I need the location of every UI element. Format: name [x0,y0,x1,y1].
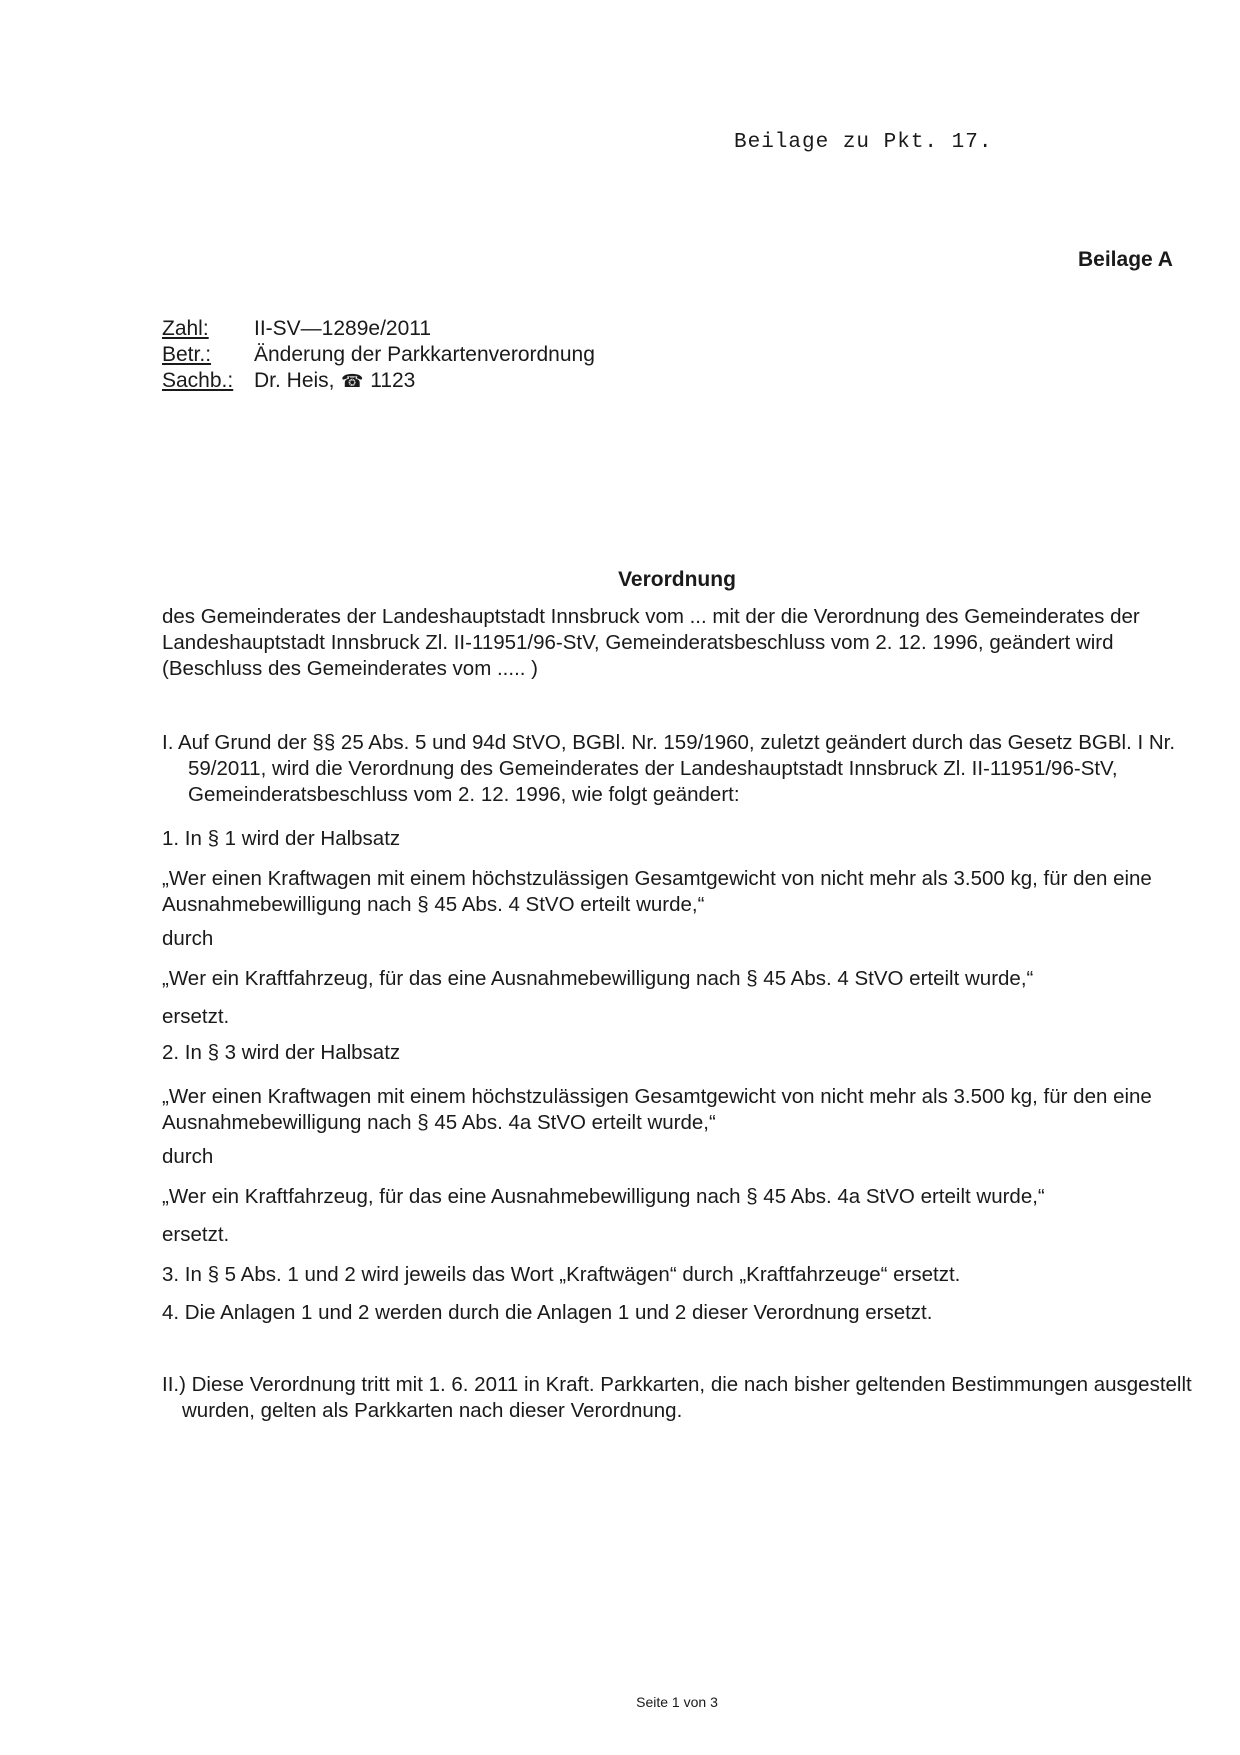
page-footer: Seite 1 von 3 [636,1694,718,1710]
item-1-durch: durch [162,927,214,950]
intro-paragraph: des Gemeinderates der Landeshauptstadt Innsbruck vom ... mit der die Verordnung des Gemeinderates der Landeshauptstadt Innsbruck Zl. II-11951/96-StV, Gemeinderatsbeschluss vom 2. 12. 1996, geändert wird (Beschluss des Gemeinderates vom ..... ) [162,605,1140,680]
zahl-label: Zahl: [162,317,209,340]
item-2-new-text: „Wer ein Kraftfahrzeug, für das eine Ausnahmebewilligung nach § 45 Abs. 4a StVO erteilt wurde,“ [162,1185,1045,1208]
header-betr [162,342,595,368]
item-1-heading: 1. In § 1 wird der Halbsatz [162,827,401,850]
item-4: 4. Die Anlagen 1 und 2 werden durch die Anlagen 1 und 2 dieser Verordnung ersetzt. [162,1301,933,1324]
phone-icon: ☎ [341,371,364,391]
betr-label: Betr.: [162,343,212,366]
sachb-ext: 1123 [370,369,416,392]
sachb-label: Sachb.: [162,369,234,392]
item-1-new-text: „Wer ein Kraftfahrzeug, für das eine Ausnahmebewilligung nach § 45 Abs. 4 StVO erteilt wurde,“ [162,967,1034,990]
top-note: Beilage zu Pkt. 17. [734,131,993,154]
header-sachb [162,368,415,394]
attachment-label: Beilage A [1078,248,1173,271]
betr-value: Änderung der Parkkartenverordnung [254,343,595,366]
sachb-name: Dr. Heis, [254,369,335,392]
item-2-old-text: „Wer einen Kraftwagen mit einem höchstzulässigen Gesamtgewicht von nicht mehr als 3.500 kg, für den eine Ausnahmebewilligung nach § 45 Abs. 4a StVO erteilt wurde,“ [162,1085,1152,1134]
item-2-ersetzt: ersetzt. [162,1223,230,1246]
section-1-intro: I. Auf Grund der §§ 25 Abs. 5 und 94d StVO, BGBl. Nr. 159/1960, zuletzt geändert durch das Gesetz BGBl. I Nr. 59/2011, wird die Verordnung des Gemeinderates der Landeshauptstadt Innsbruck Zl. II-11951/96-StV, Gemeinderatsbeschluss vom 2. 12. 1996, wie folgt geändert: [162,731,1176,806]
item-1-old-text: „Wer einen Kraftwagen mit einem höchstzulässigen Gesamtgewicht von nicht mehr als 3.500 kg, für den eine Ausnahmebewilligung nach § 45 Abs. 4 StVO erteilt wurde,“ [162,867,1152,916]
header-zahl [162,316,431,342]
item-2-heading: 2. In § 3 wird der Halbsatz [162,1041,401,1064]
item-2-durch: durch [162,1145,214,1168]
section-2: II.) Diese Verordnung tritt mit 1. 6. 2011 in Kraft. Parkkarten, die nach bisher geltenden Bestimmungen ausgestellt wurden, gelten als Parkkarten nach dieser Verordnung. [162,1373,1192,1422]
document-title: Verordnung [618,568,736,591]
zahl-value: II-SV—1289e/2011 [254,317,432,340]
item-1-ersetzt: ersetzt. [162,1005,230,1028]
item-3: 3. In § 5 Abs. 1 und 2 wird jeweils das Wort „Kraftwägen“ durch „Kraftfahrzeuge“ ersetzt. [162,1263,961,1286]
